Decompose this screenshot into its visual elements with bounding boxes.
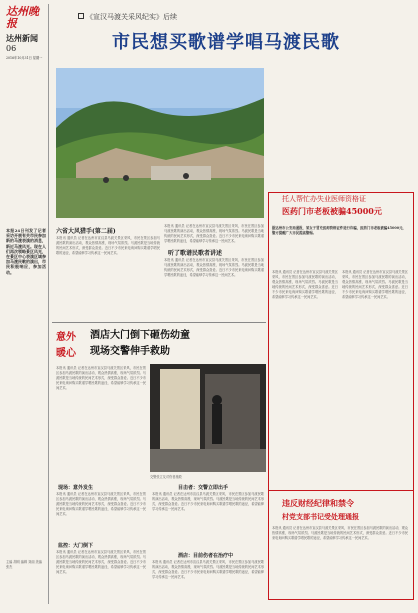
page-number: 06 (6, 44, 17, 53)
sidebar-headline: 违反财经纪律和禁令 (282, 498, 354, 508)
edition-name: 达州新闻 (6, 33, 38, 43)
story-headline: 酒店大门倒下砸伤幼童 (90, 330, 190, 341)
article-body: 本报讯 通讯员 记者在达州市宣汉县马渡关景区采风，市民在景区参加马渡民歌的演出活动，观众热情高涨，现场气氛浓烈。马渡民歌是当地传统的民间艺术形式，深受群众喜爱。近日不少市民来电询问购买歌谱学唱民歌的途径，希望能够学习传承这一民间艺术。 (152, 560, 264, 579)
divider (52, 322, 266, 323)
sidebar-kicker: 托人帮忙办失业医师资格证 (282, 195, 366, 203)
story-kicker: 《宣汉马渡关采风纪实》后续 (78, 12, 177, 22)
newspaper-logo: 达州晚报 (6, 5, 39, 30)
sidebar-lead: 据达州市公安局通报，某女子冒充医师资格证件进行诈骗，医药门市老板被骗45000元，警方提醒广大市民提高警惕。 (272, 226, 406, 235)
section-title: 六省大风猎手(第二届) (56, 228, 116, 235)
story-tag: 意外 (56, 332, 76, 343)
article-body: 本报讯 通讯员 记者在达州市宣汉县马渡关景区采风，市民在景区参加马渡民歌的演出活动，观众热情高涨，现场气氛浓烈。马渡民歌是当地传统的民间艺术形式，深受群众喜爱。近日不少市民来电询问购买歌谱学唱民歌的途径，希望能够学习传承这一民间艺术。 (272, 526, 408, 540)
article-body: 本报讯 通讯员 记者在达州市宣汉县马渡关景区采风，市民在景区参加马渡民歌的演出活动，观众热情高涨，现场气氛浓烈。马渡民歌是当地传统的民间艺术形式，深受群众喜爱。近日不少市民来电询问购买歌谱学唱民歌的途径，希望能够学习传承这一民间艺术。 (164, 258, 264, 277)
article-body: 本报讯 通讯员 记者在达州市宣汉县马渡关景区采风，市民在景区参加马渡民歌的演出活动，观众热情高涨，现场气氛浓烈。马渡民歌是当地传统的民间艺术形式，深受群众喜爱。近日不少市民来电询问购买歌谱学唱民歌的途径，希望能够学习传承这一民间艺术。 (56, 550, 146, 574)
article-body: 本报讯 通讯员 记者在达州市宣汉县马渡关景区采风，市民在景区参加马渡民歌的演出活动，观众热情高涨，现场气氛浓烈。马渡民歌是当地传统的民间艺术形式，深受群众喜爱。近日不少市民来电询问购买歌谱学唱民歌的途径，希望能够学习传承这一民间艺术。 (56, 492, 146, 516)
sidebar-headline: 医药门市老板被骗45000元 (282, 206, 382, 216)
article-body: 本报讯 通讯员 记者在达州市宣汉县马渡关景区采风，市民在景区参加马渡民歌的演出活动，观众热情高涨，现场气氛浓烈。马渡民歌是当地传统的民间艺术形式，深受群众喜爱。近日不少市民来电询问购买歌谱学唱民歌的途径，希望能够学习传承这一民间艺术。 (56, 236, 160, 255)
story-subheadline: 现场交警伸手救助 (90, 346, 170, 357)
article-body: 本报讯 通讯员 记者在达州市宣汉县马渡关景区采风，市民在景区参加马渡民歌的演出活动，观众热情高涨，现场气氛浓烈。马渡民歌是当地传统的民间艺术形式，深受群众喜爱。近日不少市民来电询问购买歌谱学唱民歌的途径，希望能够学习传承这一民间艺术。 (342, 270, 408, 299)
column-divider (48, 4, 49, 604)
subheading: 现场：意外发生 (58, 485, 94, 491)
sidebar-subheadline: 村党支部书记受处理通报 (282, 512, 359, 521)
issue-date: 2016年10月31日 星期一 (6, 56, 43, 60)
article-body: 本报讯 通讯员 记者在达州市宣汉县马渡关景区采风，市民在景区参加马渡民歌的演出活动，观众热情高涨，现场气氛浓烈。马渡民歌是当地传统的民间艺术形式，深受群众喜爱。近日不少市民来电询问购买歌谱学唱民歌的途径，希望能够学习传承这一民间艺术。 (56, 366, 146, 390)
main-headline: 市民想买歌谱学唱马渡民歌 (112, 32, 340, 53)
lead-blurb: 本报24日刊发了记者采访开展有关市民参加新的马渡表演的消息，新近马渡风光。现在人们再次领略景区风光，在景区中心表演区域参加马渡民歌的演出，市民积极响应，参加活动。 (6, 228, 46, 275)
subheading: 酒店：目前伤者在治疗中 (178, 553, 234, 559)
story-tag: 暖心 (56, 348, 76, 359)
photo-caption: 交警张立友对伤者施救 (150, 475, 182, 479)
subheading: 目击者：交警立即出手 (178, 485, 229, 491)
square-icon (78, 13, 84, 19)
article-body: 本报讯 通讯员 记者在达州市宣汉县马渡关景区采风，市民在景区参加马渡民歌的演出活动，观众热情高涨，现场气氛浓烈。马渡民歌是当地传统的民间艺术形式，深受群众喜爱。近日不少市民来电询问购买歌谱学唱民歌的途径，希望能够学习传承这一民间艺术。 (152, 492, 264, 511)
masthead (6, 6, 48, 60)
article-body: 本报讯 通讯员 记者在达州市宣汉县马渡关景区采风，市民在景区参加马渡民歌的演出活动，观众热情高涨，现场气氛浓烈。马渡民歌是当地传统的民间艺术形式，深受群众喜爱。近日不少市民来电询问购买歌谱学唱民歌的途径，希望能够学习传承这一民间艺术。 (272, 270, 338, 299)
editor-info: 主编 胡明 编辑 刘丽 美编 张杰 (6, 560, 42, 569)
scenic-photo (56, 68, 264, 218)
subheading: 监控：大门倒下 (58, 543, 94, 549)
divider (268, 490, 414, 491)
article-body: 本报讯 通讯员 记者在达州市宣汉县马渡关景区采风，市民在景区参加马渡民歌的演出活动，观众热情高涨，现场气氛浓烈。马渡民歌是当地传统的民间艺术形式，深受群众喜爱。近日不少市民来电询问购买歌谱学唱民歌的途径，希望能够学习传承这一民间艺术。 (164, 224, 264, 243)
news-photo (150, 364, 266, 472)
section-subtitle: 听了歌谱民歌者讲述 (168, 250, 223, 257)
